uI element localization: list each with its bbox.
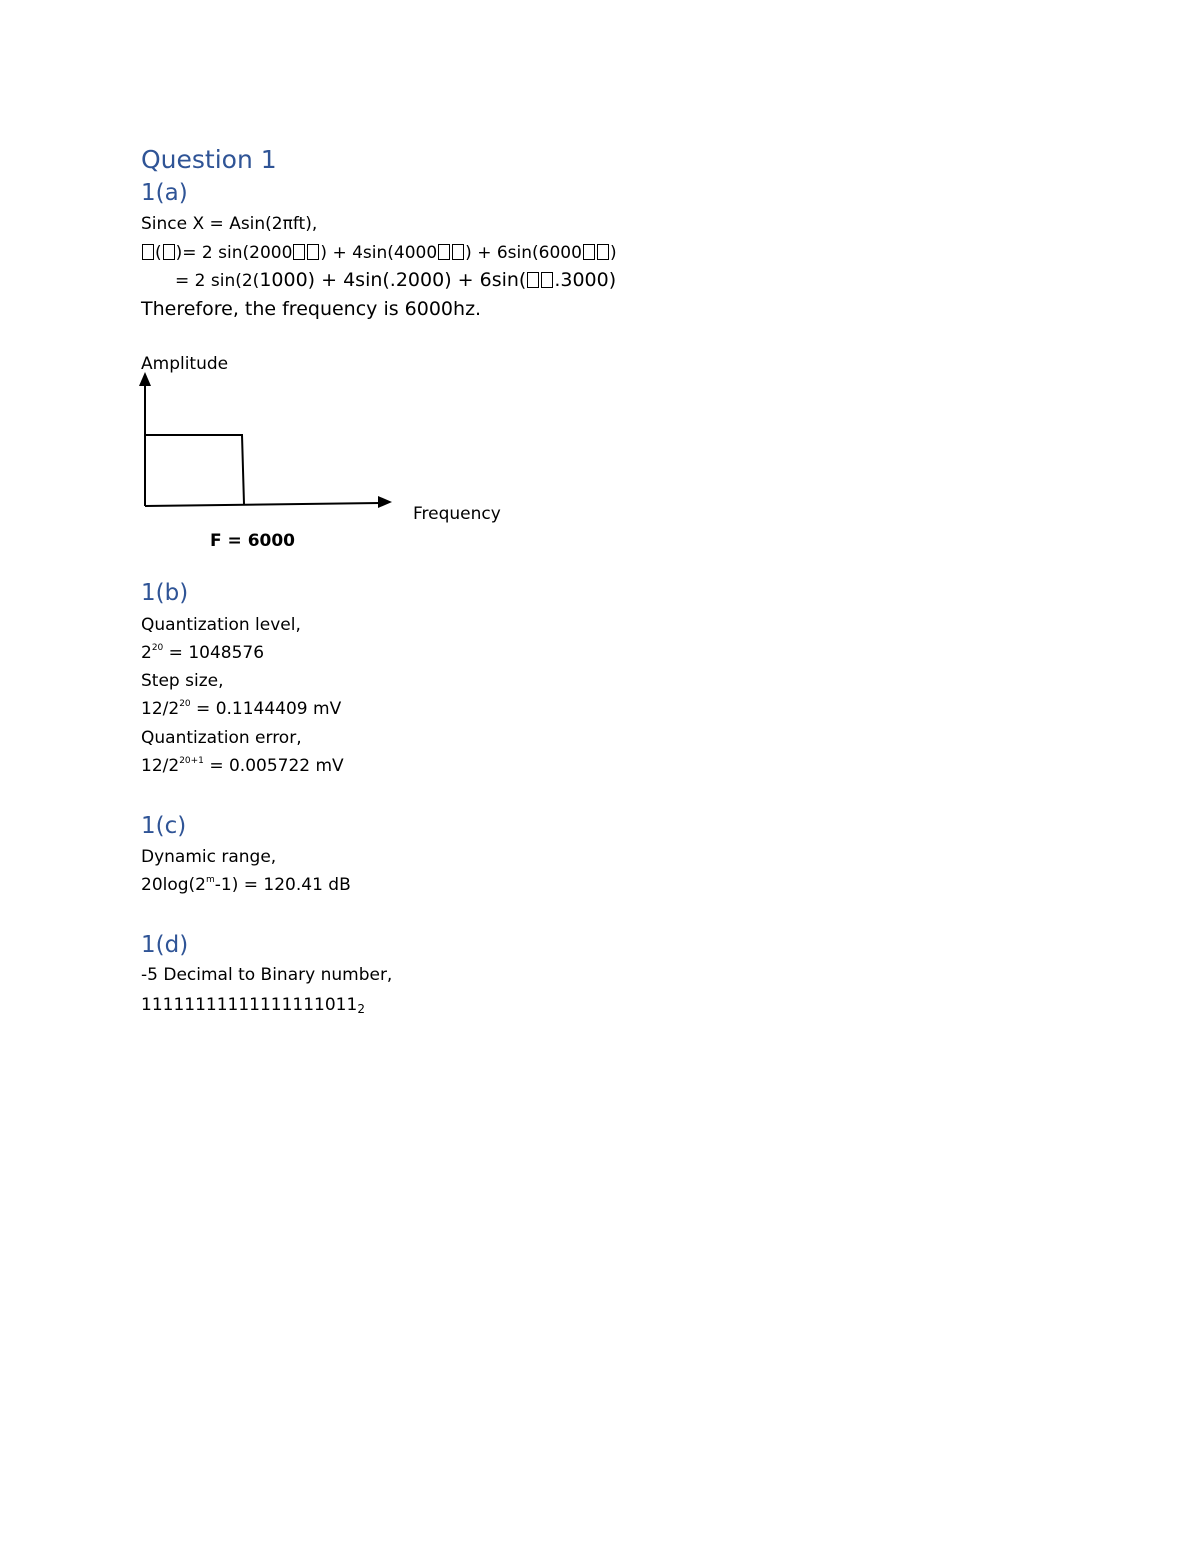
heading-1b: 1(b) — [141, 580, 189, 606]
dynamic-range-label: Dynamic range, — [141, 847, 277, 867]
missing-glyph-icon — [583, 244, 595, 260]
missing-glyph-icon — [438, 244, 450, 260]
y-axis-label: Amplitude — [141, 354, 229, 374]
binary-conversion-label: -5 Decimal to Binary number, — [141, 965, 393, 985]
spectrum-bar — [145, 435, 244, 504]
signal-equation: ( )= 2 sin(2000 ) + 4sin(4000 ) + 6sin(6000 ) — [141, 243, 617, 263]
y-axis-arrow-icon — [139, 372, 151, 386]
heading-1c: 1(c) — [141, 813, 187, 839]
quantization-error-label: Quantization error, — [141, 728, 302, 748]
x-axis-label: Frequency — [413, 504, 501, 524]
missing-glyph-icon — [527, 272, 539, 288]
frequency-marker-label: F = 6000 — [210, 531, 296, 551]
missing-glyph-icon — [452, 244, 464, 260]
frequency-conclusion: Therefore, the frequency is 6000hz. — [141, 298, 482, 320]
missing-glyph-icon — [293, 244, 305, 260]
missing-glyph-icon — [307, 244, 319, 260]
quantization-error-value: $12/2^{20+1} = 0.005722$ mV — [141, 756, 344, 776]
heading-1a: 1(a) — [141, 180, 188, 206]
quantization-level-label: Quantization level, — [141, 615, 301, 635]
step-size-value: $12/2^{20} = 0.1144409$ mV — [141, 699, 342, 719]
binary-value: 111111111111111110112 — [141, 995, 365, 1016]
x-axis-line — [145, 503, 380, 506]
page-title: Question 1 — [141, 145, 277, 174]
formula-definition: Since X = Asin(2πft), — [141, 214, 318, 234]
missing-glyph-icon — [597, 244, 609, 260]
spectrum-graph — [130, 368, 410, 518]
missing-glyph-icon — [541, 272, 553, 288]
step-size-label: Step size, — [141, 671, 224, 691]
signal-equation-expanded: = 2 sin(2(1000) + 4sin(.2000) + 6sin( .3000) — [175, 269, 617, 291]
heading-1d: 1(d) — [141, 932, 189, 958]
quantization-level-value: $2^{20} = 1048576$ — [141, 643, 265, 663]
missing-glyph-icon — [163, 244, 175, 260]
x-axis-arrow-icon — [378, 496, 392, 508]
missing-glyph-icon — [142, 244, 154, 260]
dynamic-range-value: $20\log(2^m-1) = 120.41$ dB — [141, 875, 351, 895]
